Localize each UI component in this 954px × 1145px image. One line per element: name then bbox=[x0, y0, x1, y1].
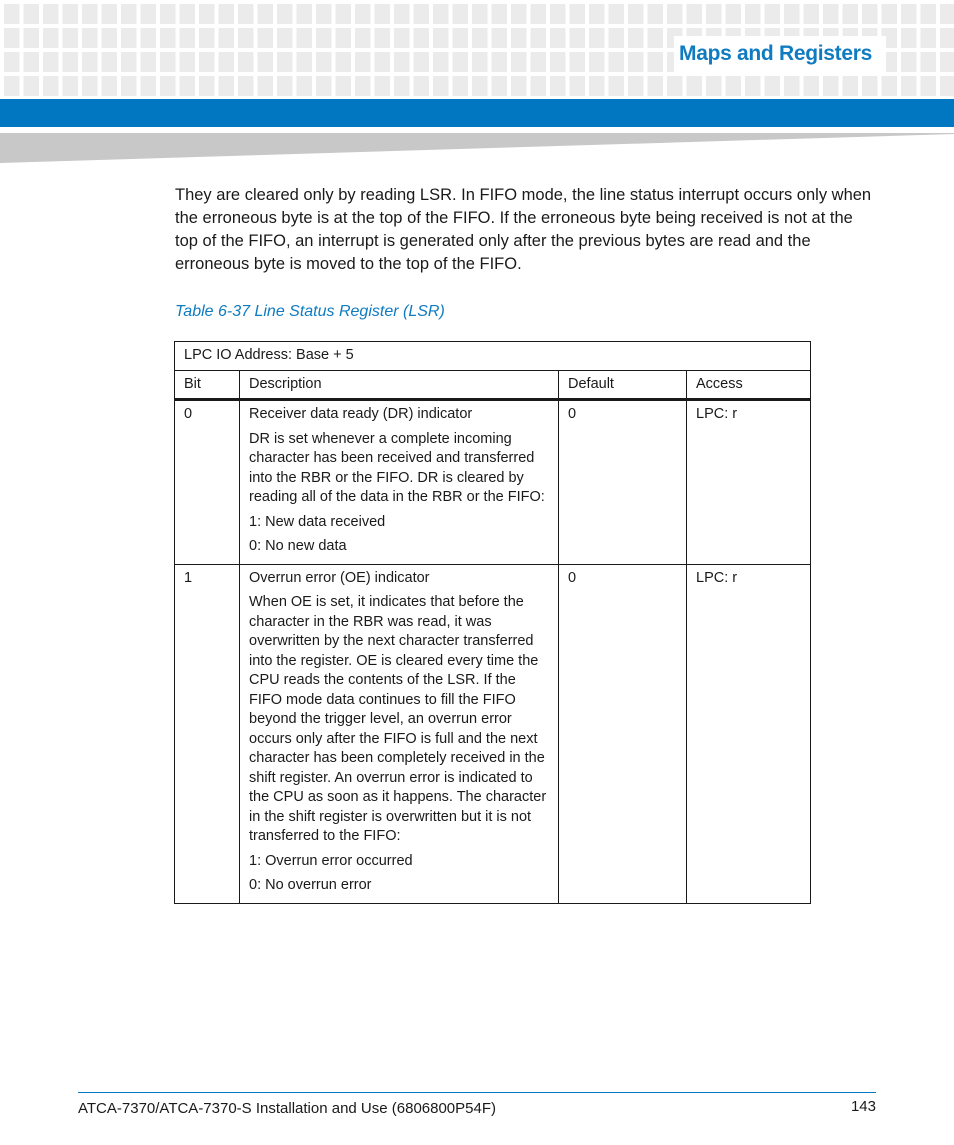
default-cell: 0 bbox=[559, 400, 687, 565]
bit-cell: 1 bbox=[175, 564, 240, 903]
register-table bbox=[174, 341, 811, 904]
access-cell: LPC: r bbox=[687, 564, 811, 903]
column-header-description: Description bbox=[240, 370, 559, 400]
field-value: 0: No overrun error bbox=[249, 877, 372, 893]
column-header-default: Default bbox=[559, 370, 687, 400]
page-number: 143 bbox=[850, 1098, 876, 1115]
access-cell: LPC: r bbox=[687, 400, 811, 565]
section-title: Maps and Registers bbox=[679, 42, 872, 65]
description-cell bbox=[240, 400, 559, 565]
address-row bbox=[175, 342, 811, 371]
description-cell bbox=[240, 564, 559, 903]
header-gray-swoosh bbox=[0, 127, 954, 167]
column-header-bit: Bit bbox=[175, 370, 240, 400]
field-description: When OE is set, it indicates that before the character in the RBR was read, it was overwritten by the next character transferred into the register. OE is cleared every time the CPU reads the contents of the LSR. If the FIFO mode data continues to fill the FIFO beyond the trigger level, an overrun error occurs only after the FIFO is full and the next character has been completely received in the shift register. An overrun error is indicated to the CPU as soon as it happens. The character in the shift register is overwritten but it is not transferred to the FIFO: bbox=[249, 594, 547, 844]
column-header-access: Access bbox=[687, 370, 811, 400]
default-cell: 0 bbox=[559, 564, 687, 903]
field-description: DR is set whenever a complete incoming character has been received and transferred into the RBR or the FIFO. DR is cleared by reading all of the data in the RBR or the FIFO: bbox=[249, 430, 545, 505]
footer-document-title: ATCA-7370/ATCA-7370-S Installation and Use (6806800P54F) bbox=[78, 1100, 497, 1117]
column-header-row bbox=[175, 370, 811, 400]
field-title: Overrun error (OE) indicator bbox=[249, 569, 430, 586]
table-row bbox=[175, 564, 811, 903]
field-title: Receiver data ready (DR) indicator bbox=[249, 406, 473, 422]
field-value: 1: Overrun error occurred bbox=[249, 852, 413, 869]
table-caption: Table 6-37 Line Status Register (LSR) bbox=[175, 303, 445, 320]
table-row bbox=[175, 400, 811, 565]
footer-rule bbox=[78, 1092, 876, 1093]
field-value: 0: No new data bbox=[249, 538, 347, 554]
bit-cell: 0 bbox=[175, 400, 240, 565]
address-cell: LPC IO Address: Base + 5 bbox=[175, 342, 811, 371]
field-value: 1: New data received bbox=[249, 513, 386, 530]
header-accent-bar bbox=[0, 99, 954, 127]
intro-paragraph: They are cleared only by reading LSR. In FIFO mode, the line status interrupt occurs only when the erroneous byte is at the top of the FIFO. If the erroneous byte being received is not at the top of the FIFO, an interrupt is generated only after the previous bytes are read and the erroneous byte is moved to the top of the FIFO. bbox=[175, 186, 872, 273]
